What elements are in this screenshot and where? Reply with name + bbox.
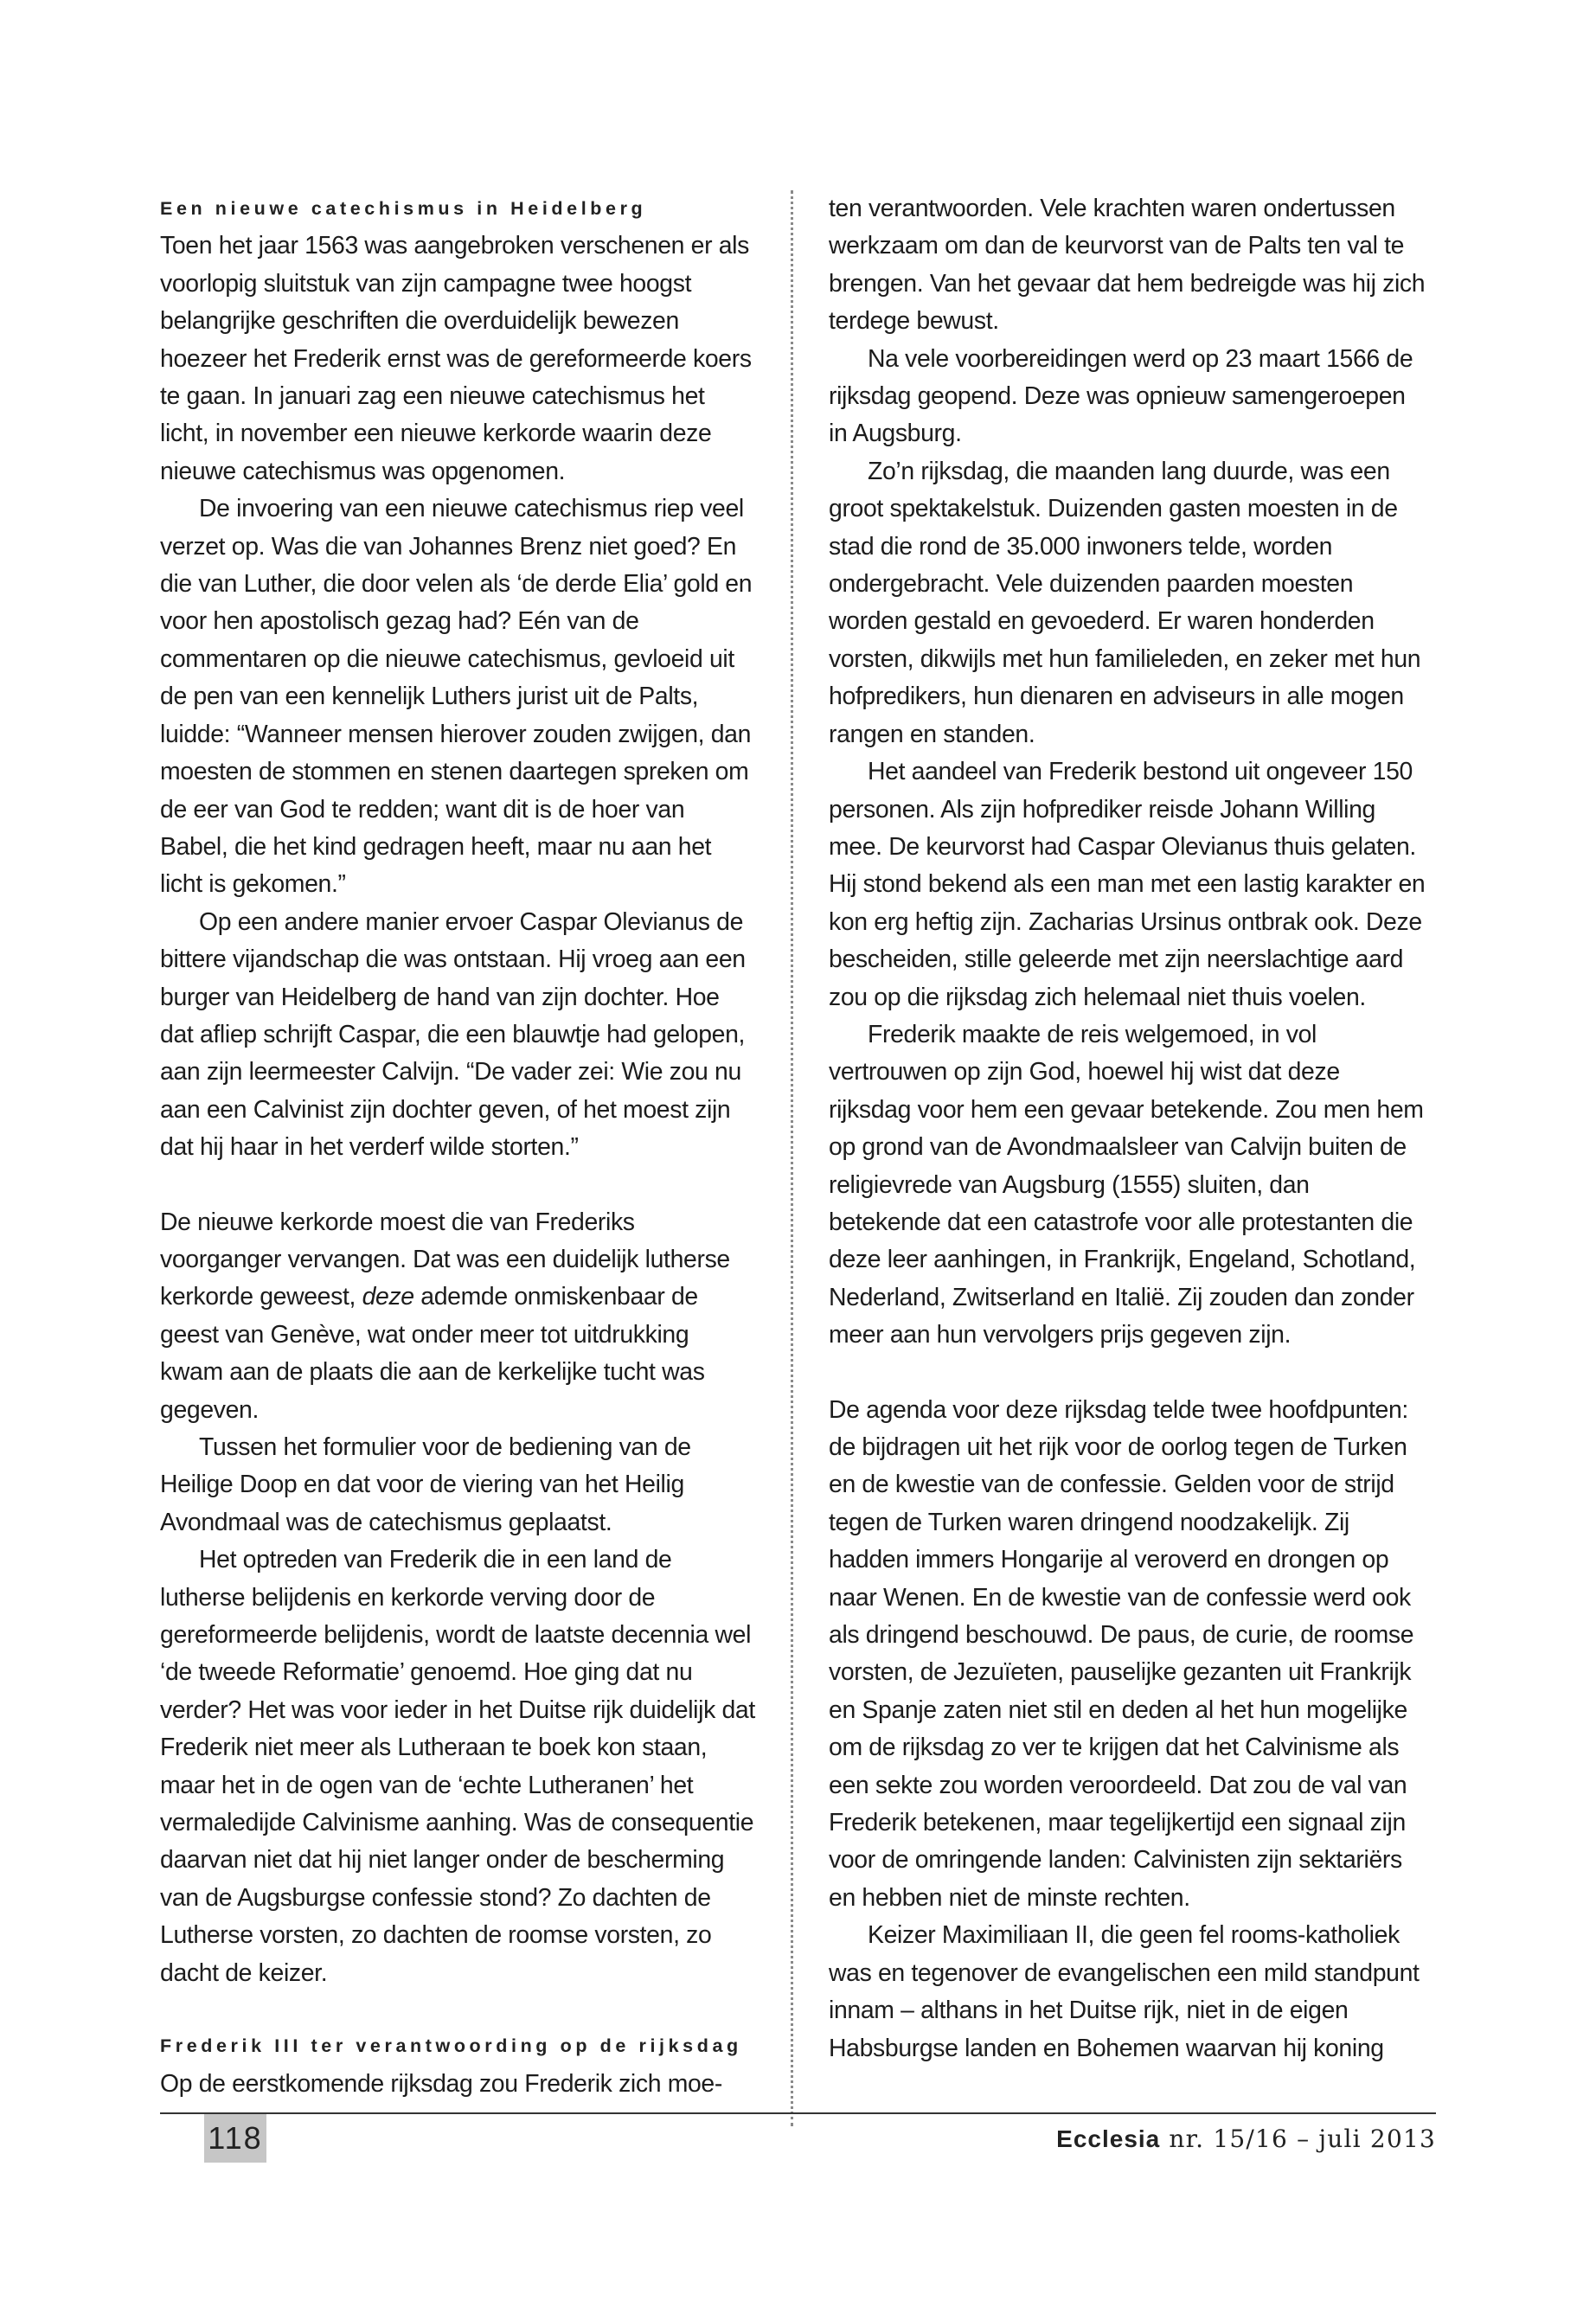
column-divider — [791, 190, 793, 2126]
paragraph: ten verantwoorden. Vele krachten waren ondertussen werkzaam om dan de keurvorst van de Palts ten val te brengen. Van het gevaar dat hem bedreigde was hij zich terdege bewust. — [829, 195, 1426, 336]
emphasis-text: deze — [362, 1283, 414, 1311]
paragraph: Keizer Maximiliaan II, die geen fel rooms-katholiek was en tegenover de evangelischen een mild standpunt innam – althans in het Duitse rijk, niet in de eigen Habsburgse landen en Bohemen waarvan hij koning — [829, 1921, 1420, 2062]
paragraph: Op de eerstkomende rijksdag zou Frederik zich moe- — [160, 2069, 722, 2098]
paragraph-text: ademde onmiskenbaar de geest van Genève, wat onder meer tot uitdrukking kwam aan de plaats die aan de kerkelijke tucht was gegeven. — [160, 1283, 705, 1424]
right-column — [829, 190, 1426, 2067]
issue-number: nr. 15/16 – juli 2013 — [1169, 2125, 1436, 2153]
paragraph: Het aandeel van Frederik bestond uit ongeveer 150 personen. Als zijn hofprediker reisde Johann Willing mee. De keurvorst had Caspar Olevianus thuis gelaten. Hij stond bekend als een man met een lastig karakter en kon erg heftig zijn. Zacharias Ursinus ontbrak ook. Deze bescheiden, stille geleerde met zijn neerslachtige aard zou op die rijksdag zich helemaal niet thuis voelen. — [829, 758, 1426, 1011]
paragraph: De invoering van een nieuwe catechismus riep veel verzet op. Was die van Johannes Brenz niet goed? En die van Luther, die door velen als ‘de derde Elia’ gold en voor hen apostolisch gezag had? Eén van de commentaren op die nieuwe catechismus, gevloeid uit de pen van een kennelijk Luthers jurist uit de Palts, luidde: “Wanneer mensen hierover zouden zwijgen, dan moesten de stommen en stenen daartegen spreken om de eer van God te redden; want dit is de hoer van Babel, die het kind gedragen heeft, maar nu aan het licht is gekomen.” — [160, 495, 753, 899]
paragraph: Toen het jaar 1563 was aangebroken verschenen er als voorlopig sluitstuk van zijn campagne twee hoogst belangrijke geschriften die overduidelijk bewezen hoezeer het Frederik ernst was de gereformeerde koers te gaan. In januari zag een nieuwe catechismus het licht, in november een nieuwe kerkorde waarin deze nieuwe catechismus was opgenomen. — [160, 232, 752, 485]
magazine-name: Ecclesia — [1056, 2125, 1161, 2152]
section-heading-rijksdag: Frederik III ter verantwoording op de rijksdag — [160, 2035, 742, 2057]
paragraph: Zo’n rijksdag, die maanden lang duurde, was een groot spektakelstuk. Duizenden gasten moesten in de stad die rond de 35.000 inwoners telde, worden ondergebracht. Vele duizenden paarden moesten worden gestald en gevoederd. Er waren honderden vorsten, dikwijls met hun familieleden, en zeker met hun hofpredikers, hun dienaren en adviseurs in alle mogen rangen en standen. — [829, 457, 1421, 748]
paragraph: De agenda voor deze rijksdag telde twee hoofdpunten: de bijdragen uit het rijk voor de oorlog tegen de Turken en de kwestie van de confessie. Gelden voor de strijd tegen de Turken waren dringend noodzakelijk. Zij hadden immers Hongarije al veroverd en drongen op naar Wenen. En de kwestie van de confessie werd ook als dringend beschouwd. De paus, de curie, de roomse vorsten, de Jezuïeten, pauselijke gezanten uit Frankrijk en Spanje zaten niet stil en deden al het hun mogelijke om de rijksdag zo ver te krijgen dat het Calvinisme als een sekte zou worden veroordeeld. Dat zou de val van Frederik betekenen, maar tegelijkertijd een signaal zijn voor de omringende landen: Calvinisten zijn sektariërs en hebben niet de minste rechten. — [829, 1395, 1414, 1912]
footer-rule — [160, 2112, 1436, 2114]
left-column — [160, 190, 757, 2103]
paragraph: Op een andere manier ervoer Caspar Olevianus de bittere vijandschap die was ontstaan. Hij vroeg aan een burger van Heidelberg de hand van zijn dochter. Hoe dat afliep schrijft Caspar, die een blauwtje had gelopen, aan zijn leermeester Calvijn. “De vader zei: Wie zou nu aan een Calvinist zijn dochter geven, of het moest zijn dat hij haar in het verderf wilde storten.” — [160, 907, 746, 1162]
paragraph — [160, 1204, 757, 1429]
section-heading-catechismus: Een nieuwe catechismus in Heidelberg — [160, 198, 647, 219]
footer-issue-info — [1056, 2118, 1436, 2161]
page-number: 118 — [204, 2114, 266, 2163]
paragraph: Het optreden van Frederik die in een land de lutherse belijdenis en kerkorde verving door de gereformeerde belijdenis, wordt de laatste decennia wel ‘de tweede Reformatie’ genoemd. Hoe ging dat nu verder? Het was voor ieder in het Duitse rijk duidelijk dat Frederik niet meer als Lutheraan te boek kon staan, maar het in de ogen van de ‘echte Lutheranen’ het vermaledijde Calvinisme aanhing. Was de consequentie daarvan niet dat hij niet langer onder de bescherming van de Augsburgse confessie stond? Zo dachten de Lutherse vorsten, zo dachten de roomse vorsten, zo dacht de keizer. — [160, 1546, 755, 1987]
paragraph: Tussen het formulier voor de bediening van de Heilige Doop en dat voor de viering van het Heilig Avondmaal was de catechismus geplaatst. — [160, 1433, 691, 1536]
paragraph: Na vele voorbereidingen werd op 23 maart 1566 de rijksdag geopend. Deze was opnieuw samengeroepen in Augsburg. — [829, 344, 1413, 448]
paragraph-text: De nieuwe kerkorde moest die van Frederiks voorganger vervangen. Dat was een duidelijk lutherse kerkorde geweest, — [160, 1208, 730, 1311]
paragraph: Frederik maakte de reis welgemoed, in vol vertrouwen op zijn God, hoewel hij wist dat deze rijksdag voor hem een gevaar betekende. Zou men hem op grond van de Avondmaalsleer van Calvijn buiten de religievrede van Augsburg (1555) sluiten, dan betekende dat een catastrofe voor alle protestanten die deze leer aanhingen, in Frankrijk, Engeland, Schotland, Nederland, Zwitserland en Italië. Zij zouden dan zonder meer aan hun vervolgers prijs gegeven zijn. — [829, 1020, 1424, 1349]
